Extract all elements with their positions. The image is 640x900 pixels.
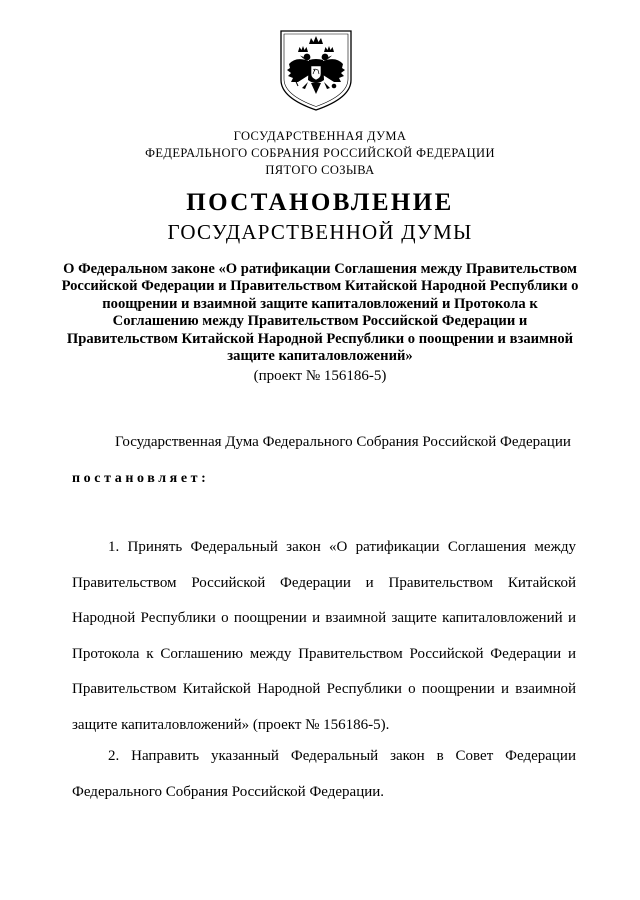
paragraph-1: 1. Принять Федеральный закон «О ратификации Соглашения между Правительством Российской Федерации и Правительством Китайской Народной Республики о поощрении и взаимной защите капиталовложений и Протокола к Соглашению между Правительством Российской Федерации и Правительством Китайской Народной Республики о поощрении и взаимной защите капиталовложений» (проект № 156186-5).	[72, 539, 576, 733]
project-number: (проект № 156186-5)	[253, 368, 387, 384]
chamber-name: ГОСУДАРСТВЕННАЯ ДУМА	[233, 129, 407, 143]
document-title: ПОСТАНОВЛЕНИЕ	[186, 189, 454, 216]
resolves-text: постановляет:	[72, 471, 210, 486]
coat-of-arms-icon	[278, 28, 354, 112]
law-title: О Федеральном законе «О ратификации Соглашения между Правительством Российской Федерации и Правительством Китайской Народной Республики о поощрении и взаимной защите капиталовложений и Протокола к Соглашению между Правительством Российской Федерации и Правительством Китайской Народной Республики о поощрении и взаимной защите капиталовложений»	[61, 261, 579, 365]
convocation: ПЯТОГО СОЗЫВА	[265, 163, 375, 177]
paragraph-2: 2. Направить указанный Федеральный закон в Совет Федерации Федерального Собрания Российской Федерации.	[72, 748, 576, 800]
document-subtitle: ГОСУДАРСТВЕННОЙ ДУМЫ	[167, 220, 473, 244]
assembly-name: ФЕДЕРАЛЬНОГО СОБРАНИЯ РОССИЙСКОЙ ФЕДЕРАЦИИ	[145, 146, 495, 160]
intro-text: Государственная Дума Федерального Собрания Российской Федерации	[115, 434, 571, 450]
